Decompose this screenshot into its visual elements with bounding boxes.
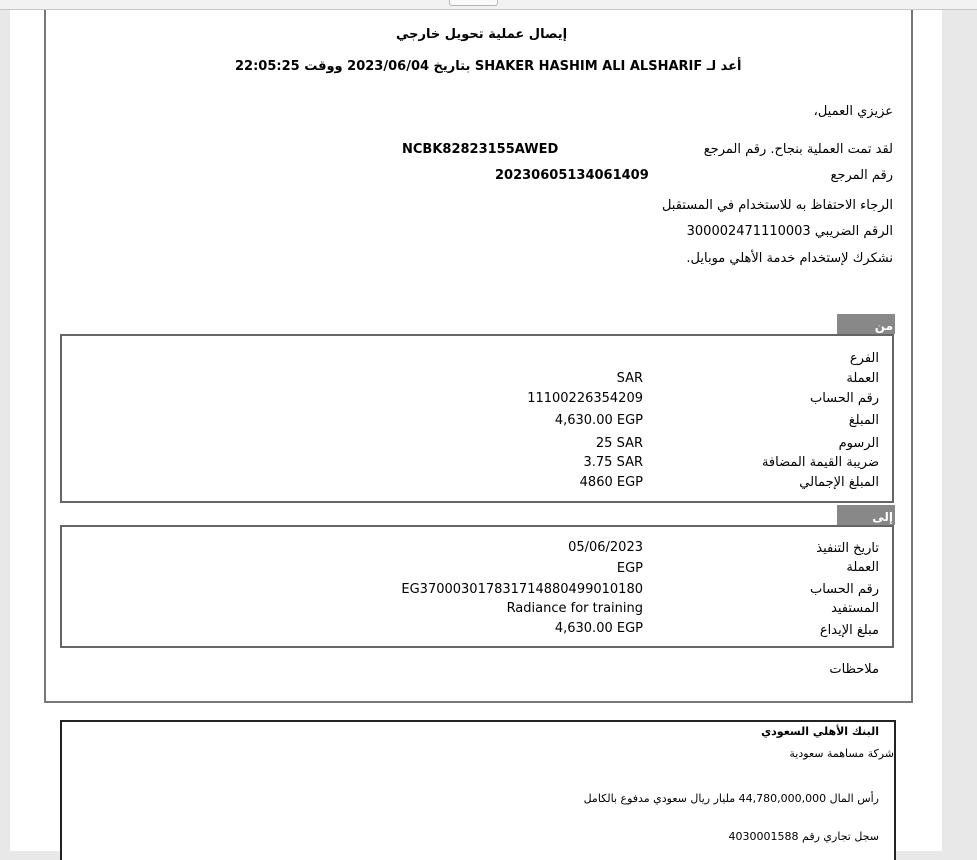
- to-label-currency: العملة: [846, 560, 879, 575]
- to-value-account: EG370003017831714880499010180: [401, 582, 643, 597]
- from-section-box: [60, 334, 894, 503]
- from-value-total: 4860 EGP: [579, 475, 643, 490]
- to-label-deposit: مبلغ الإيداع: [819, 623, 879, 638]
- to-value-deposit: 4,630.00 EGP: [554, 621, 643, 636]
- to-section-tab: إلى: [837, 505, 895, 525]
- from-value-vat: 3.75 SAR: [583, 455, 643, 470]
- thanks-message: نشكرك لإستخدام خدمة الأهلي موبايل.: [686, 251, 893, 266]
- tax-number: الرقم الضريبي 300002471110003: [686, 224, 893, 239]
- to-value-exec-date: 05/06/2023: [568, 540, 643, 555]
- from-value-fees: 25 SAR: [595, 436, 643, 451]
- greeting: عزيزي العميل،: [813, 104, 893, 119]
- to-label-beneficiary: المستفيد: [831, 601, 879, 616]
- bank-name: البنك الأهلي السعودي: [761, 725, 879, 738]
- from-label-total: المبلغ الإجمالي: [799, 475, 879, 490]
- from-value-amount: 4,630.00 EGP: [554, 413, 643, 428]
- reference-value: 20230605134061409: [495, 168, 649, 183]
- viewer-toolbar: [0, 0, 977, 10]
- success-reference: NCBK82823155AWED: [402, 142, 559, 157]
- from-value-account: 11100226354209: [527, 391, 643, 406]
- prepared-for-line: أعد لـ SHAKER HASHIM ALI ALSHARIF بتاريخ 2023/06/04 ووقت 22:05:25: [235, 59, 742, 74]
- notes-label: ملاحظات: [829, 662, 879, 677]
- to-value-currency: EGP: [616, 561, 643, 576]
- from-label-fees: الرسوم: [838, 436, 879, 451]
- success-label: لقد تمت العملية بنجاح. رقم المرجع: [703, 142, 893, 157]
- receipt-title: إيصال عملية تحويل خارجي: [396, 27, 568, 42]
- company-type: شركة مساهمة سعودية: [789, 747, 894, 760]
- toolbar-tab[interactable]: [449, 0, 498, 6]
- to-label-exec-date: تاريخ التنفيذ: [816, 541, 879, 556]
- to-value-beneficiary: Radiance for training: [506, 601, 643, 616]
- from-label-currency: العملة: [846, 371, 879, 386]
- commercial-registration: سجل تجاري رقم 4030001588: [728, 830, 879, 843]
- keep-note: الرجاء الاحتفاظ به للاستخدام في المستقبل: [661, 198, 893, 213]
- from-value-currency: SAR: [616, 371, 643, 386]
- reference-label: رقم المرجع: [830, 168, 893, 183]
- capital-line: رأس المال 44,780,000,000 مليار ريال سعودي مدفوع بالكامل: [583, 792, 879, 805]
- from-section-tab: من: [837, 314, 895, 334]
- from-label-vat: ضريبة القيمة المضافة: [761, 455, 879, 470]
- from-label-amount: المبلغ: [848, 413, 879, 428]
- to-label-account: رقم الحساب: [809, 582, 879, 597]
- from-label-branch: الفرع: [849, 351, 879, 366]
- from-label-account: رقم الحساب: [809, 391, 879, 406]
